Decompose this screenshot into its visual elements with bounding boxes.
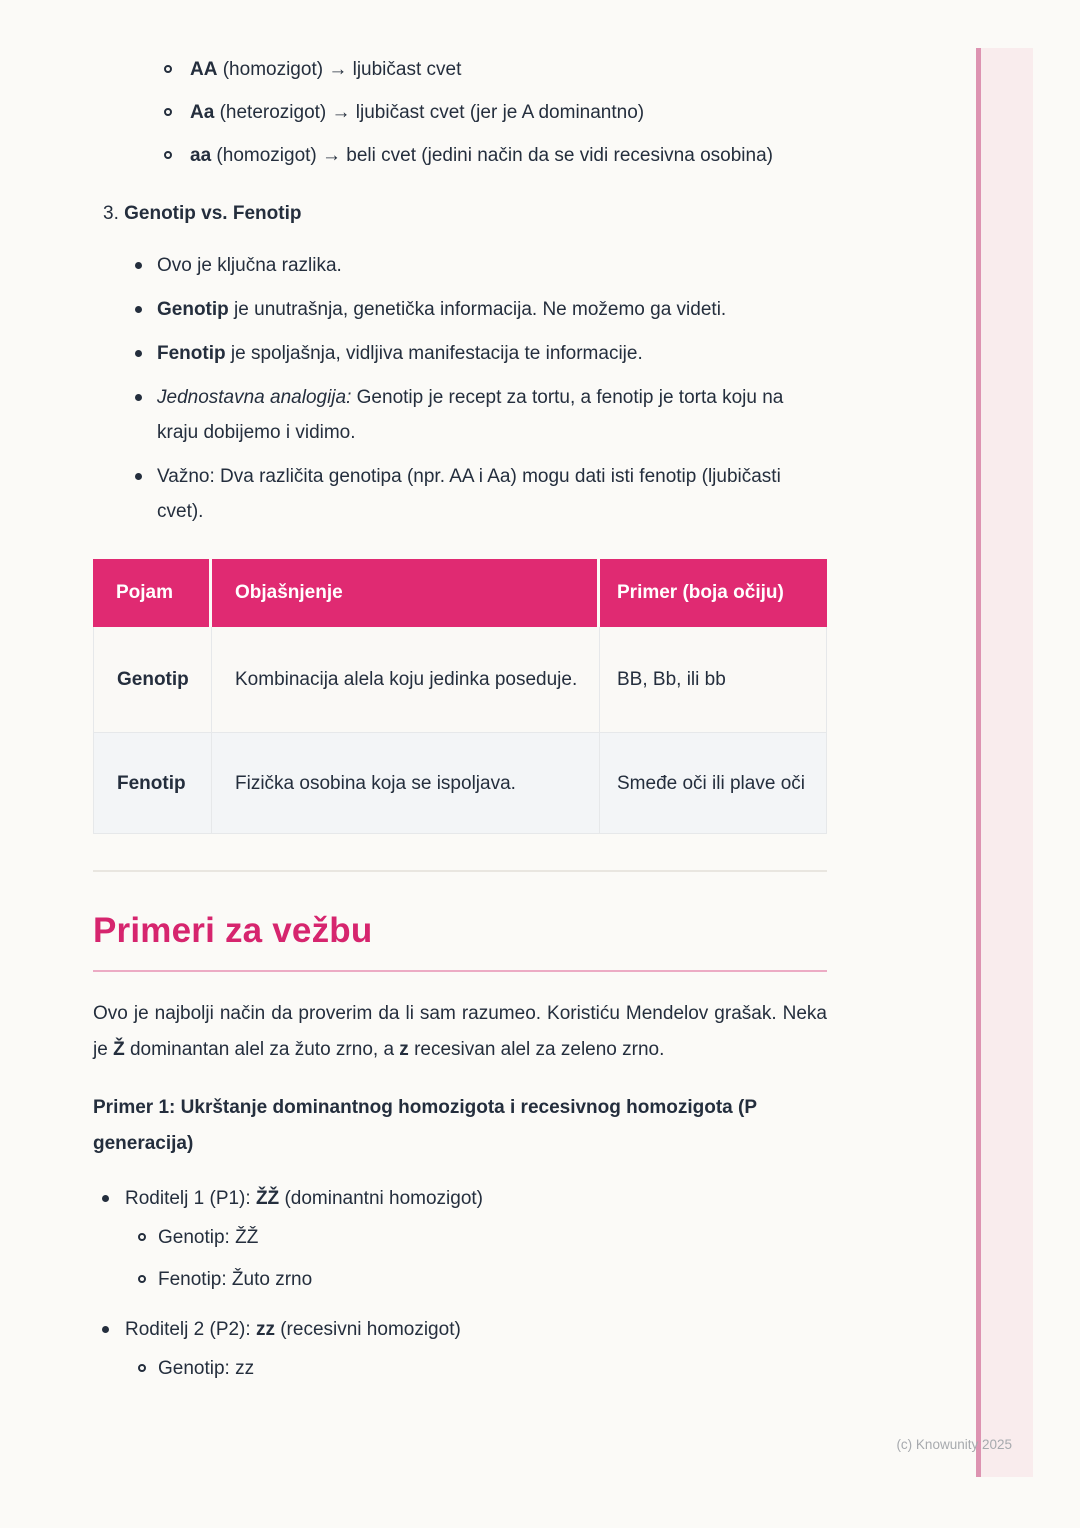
allele-lead: AA xyxy=(190,59,218,80)
page-title: Primeri za vežbu xyxy=(93,911,373,950)
paragraph-text: dominantan alel za žuto zrno, a xyxy=(124,1039,400,1060)
table-cell-example: BB, Bb, ili bb xyxy=(617,669,726,690)
paragraph-text: Ovo je najbolji način da proverim da li sam razumeo. Koristiću Mendelov grašak. Neka je xyxy=(93,1003,827,1060)
disc-bullet-icon xyxy=(135,350,142,357)
allele-list xyxy=(93,0,827,173)
heading-underline xyxy=(93,970,827,972)
allele-text: (homozigot) → beli cvet (jedini način da se vidi recesivna osobina) xyxy=(211,145,773,166)
allele-lead: aa xyxy=(190,145,212,166)
section-divider xyxy=(93,870,827,872)
table-row xyxy=(94,733,826,833)
bullet-lead: Fenotip xyxy=(157,343,226,364)
circle-bullet-icon xyxy=(164,65,172,73)
disc-bullet-icon xyxy=(135,394,142,401)
parent-label: Roditelj 1 (P1): xyxy=(125,1188,256,1209)
section-number: 3. xyxy=(103,203,125,224)
list-item xyxy=(93,336,827,371)
table-header-row xyxy=(93,559,827,627)
bullet-text: Ovo je ključna razlika. xyxy=(157,255,342,276)
disc-bullet-icon xyxy=(135,473,142,480)
parent-label: Roditelj 2 (P2): xyxy=(125,1319,256,1340)
parent-genotype: ŽŽ xyxy=(255,1188,280,1209)
list-item xyxy=(93,1182,827,1297)
section-title: Genotip vs. Fenotip xyxy=(124,203,302,224)
bullet-text: je unutrašnja, genetička informacija. Ne možemo ga videti. xyxy=(228,299,727,320)
allele-text: (homozigot) → ljubičast cvet xyxy=(217,59,462,80)
allele-symbol: z xyxy=(399,1039,409,1060)
table-cell-example: Smeđe oči ili plave oči xyxy=(617,772,805,794)
detail-text: Fenotip: Žuto zrno xyxy=(158,1269,313,1290)
circle-bullet-icon xyxy=(164,108,172,116)
table-cell-term: Fenotip xyxy=(94,733,212,833)
list-item xyxy=(93,53,827,87)
parents-list xyxy=(93,1182,827,1386)
section-bullet-list xyxy=(93,248,827,529)
bullet-italic-lead: Jednostavna analogija: xyxy=(157,387,352,408)
list-item xyxy=(125,1263,827,1297)
circle-bullet-icon xyxy=(138,1364,146,1372)
intro-paragraph xyxy=(93,996,827,1068)
list-item xyxy=(125,1352,827,1386)
parent-detail-list xyxy=(125,1221,827,1297)
bullet-text: Važno: Dva različita genotipa (npr. AA i Aa) mogu dati isti fenotip (ljubičasti cvet). xyxy=(157,466,781,522)
circle-bullet-icon xyxy=(138,1233,146,1241)
table-row xyxy=(94,627,826,733)
allele-lead: Aa xyxy=(190,102,215,123)
parent-note: (recesivni homozigot) xyxy=(274,1319,461,1340)
paragraph-text: recesivan alel za zeleno zrno. xyxy=(408,1039,665,1060)
list-item xyxy=(93,1313,827,1386)
list-item xyxy=(93,139,827,173)
comparison-table xyxy=(93,559,827,834)
bullet-text: je spoljašnja, vidljiva manifestacija te informacije. xyxy=(225,343,643,364)
circle-bullet-icon xyxy=(164,151,172,159)
page-accent-stripe xyxy=(976,48,1033,1477)
bullet-lead: Genotip xyxy=(157,299,229,320)
list-item xyxy=(93,96,827,130)
detail-text: Genotip: ŽŽ xyxy=(158,1227,259,1248)
table-header-cell: Objašnjenje xyxy=(212,559,600,627)
disc-bullet-icon xyxy=(135,262,142,269)
list-item xyxy=(93,459,827,529)
table-body xyxy=(93,627,827,834)
table-cell-explanation: Fizička osobina koja se ispoljava. xyxy=(212,733,600,833)
detail-text: Genotip: zz xyxy=(158,1358,255,1379)
disc-bullet-icon xyxy=(135,306,142,313)
list-item xyxy=(93,380,827,450)
allele-symbol: Ž xyxy=(113,1039,125,1060)
parent-genotype: zz xyxy=(255,1319,275,1340)
copyright-watermark: (c) Knowunity 2025 xyxy=(896,1437,1012,1452)
section-heading xyxy=(93,197,827,231)
disc-bullet-icon xyxy=(102,1326,109,1333)
list-item xyxy=(125,1221,827,1255)
parent-detail-list xyxy=(125,1352,827,1386)
table-cell-term: Genotip xyxy=(94,627,212,732)
allele-text: (heterozigot) → ljubičast cvet (jer je A dominantno) xyxy=(214,102,645,123)
table-header-cell: Primer (boja očiju) xyxy=(600,559,827,627)
example-heading: Primer 1: Ukrštanje dominantnog homozigota i recesivnog homozigota (P generacija) xyxy=(93,1097,757,1154)
document-page xyxy=(93,0,827,1394)
table-cell-explanation: Kombinacija alela koju jedinka poseduje. xyxy=(212,627,600,732)
bullet-text: Genotip je recept za tortu, a fenotip je torta koju na kraju dobijemo i vidimo. xyxy=(157,387,784,443)
parent-note: (dominantni homozigot) xyxy=(279,1188,483,1209)
list-item xyxy=(93,248,827,283)
circle-bullet-icon xyxy=(138,1275,146,1283)
table-header-cell: Pojam xyxy=(93,559,212,627)
disc-bullet-icon xyxy=(102,1195,109,1202)
list-item xyxy=(93,292,827,327)
